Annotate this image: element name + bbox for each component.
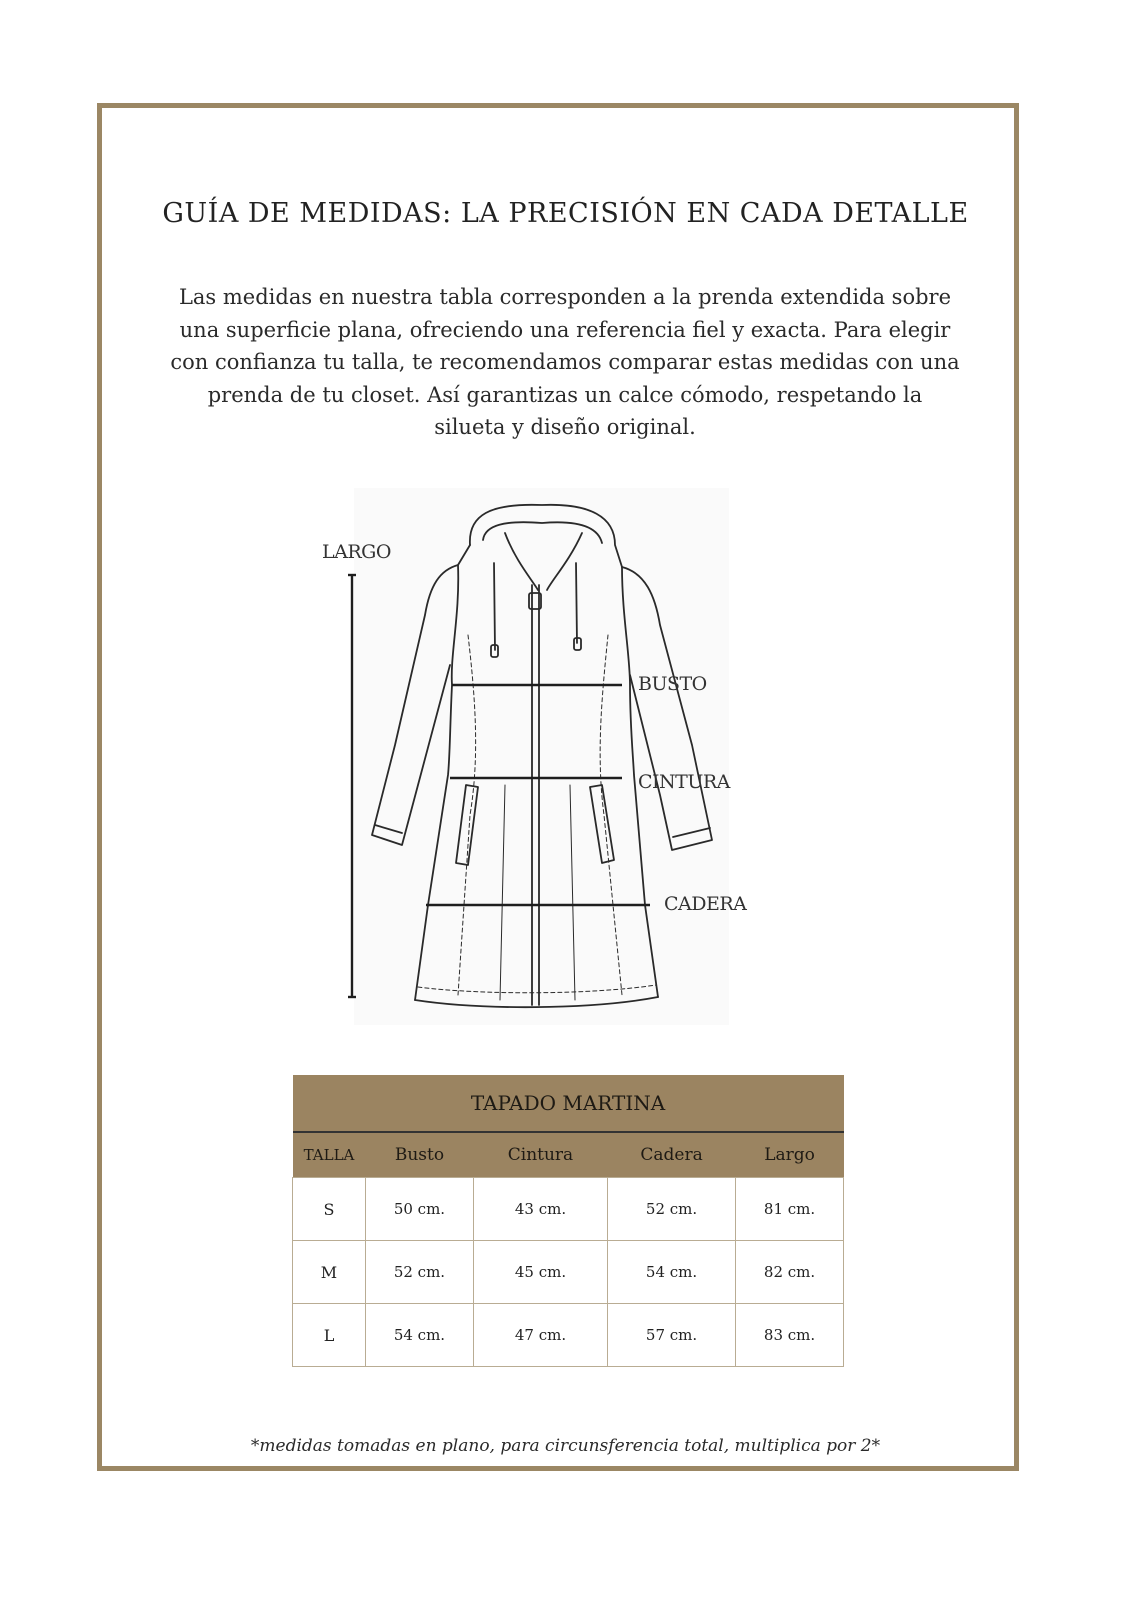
table-header-row [293,1132,844,1178]
header-cadera: Cadera [608,1132,736,1178]
diagram-background [354,488,729,1025]
largo-cell: 81 cm. [736,1178,844,1241]
cadera-cell: 54 cm. [608,1241,736,1304]
label-cadera: CADERA [664,893,747,915]
table-row [293,1178,844,1241]
busto-cell: 54 cm. [366,1304,474,1367]
coat-diagram [300,485,780,1045]
footnote: *medidas tomadas en plano, para circunsferencia total, multiplica por 2* [250,1436,881,1456]
intro-paragraph: Las medidas en nuestra tabla corresponden a la prenda extendida sobre una superficie plana, ofreciendo una referencia fiel y exacta. Para elegir con confianza tu talla, te recomendamos comparar estas medidas con una prenda de tu closet. Así garantizas un calce cómodo, respetando la silueta y diseño original. [170,285,960,439]
largo-cell: 83 cm. [736,1304,844,1367]
size-cell: L [293,1304,366,1367]
busto-cell: 50 cm. [366,1178,474,1241]
label-busto: BUSTO [638,673,707,695]
label-largo: LARGO [322,541,391,563]
header-cintura: Cintura [473,1132,607,1178]
cintura-cell: 45 cm. [473,1241,607,1304]
size-cell: M [293,1241,366,1304]
header-busto: Busto [366,1132,474,1178]
cadera-cell: 52 cm. [608,1178,736,1241]
table-title: TAPADO MARTINA [293,1075,844,1132]
header-largo: Largo [736,1132,844,1178]
size-cell: S [293,1178,366,1241]
busto-cell: 52 cm. [366,1241,474,1304]
label-cintura: CINTURA [638,771,730,793]
cadera-cell: 57 cm. [608,1304,736,1367]
page-title: GUÍA DE MEDIDAS: LA PRECISIÓN EN CADA DETALLE [162,198,969,229]
table-row [293,1304,844,1367]
header-talla: TALLA [293,1132,366,1178]
largo-cell: 82 cm. [736,1241,844,1304]
table-row [293,1241,844,1304]
cintura-cell: 47 cm. [473,1304,607,1367]
cintura-cell: 43 cm. [473,1178,607,1241]
size-table [292,1075,844,1367]
